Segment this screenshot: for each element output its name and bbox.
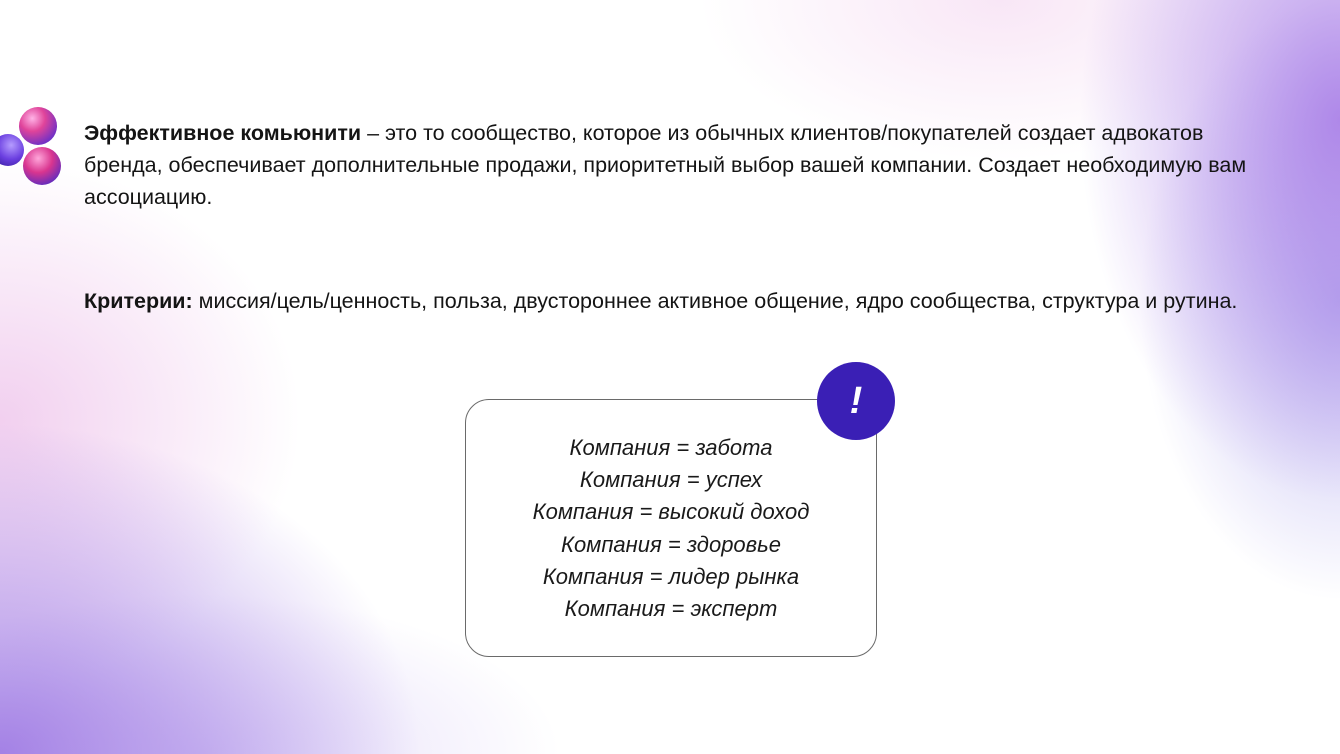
callout-line: Компания = высокий доход [532, 499, 810, 525]
exclamation-badge-icon: ! [817, 362, 895, 440]
callout-box [465, 399, 877, 657]
intro-definition: – это то сообщество, которое из обычных клиентов/покупателей создает адвокатов бренда, обеспечивает дополнительные продажи, приоритетный выбор вашей компании. Создает необходимую вам ассоциацию. [84, 121, 1247, 209]
intro-term: Эффективное комьюнити [84, 121, 362, 145]
criteria-label: Критерии: [84, 289, 193, 313]
criteria-paragraph [84, 285, 1264, 317]
callout-line: Компания = забота [569, 435, 773, 460]
callout-line: Компания = здоровье [561, 531, 781, 557]
criteria-text: миссия/цель/ценность, польза, двустороннее активное общение, ядро сообщества, структура и рутина. [192, 289, 1238, 313]
callout-line: Компания = успех [579, 467, 763, 493]
callout-lines [466, 432, 876, 625]
intro-paragraph [84, 117, 1264, 213]
callout-line: Компания = эксперт [564, 596, 778, 622]
three-spheres-logo-icon [0, 104, 64, 188]
callout-line: Компания = лидер рынка [542, 563, 800, 589]
